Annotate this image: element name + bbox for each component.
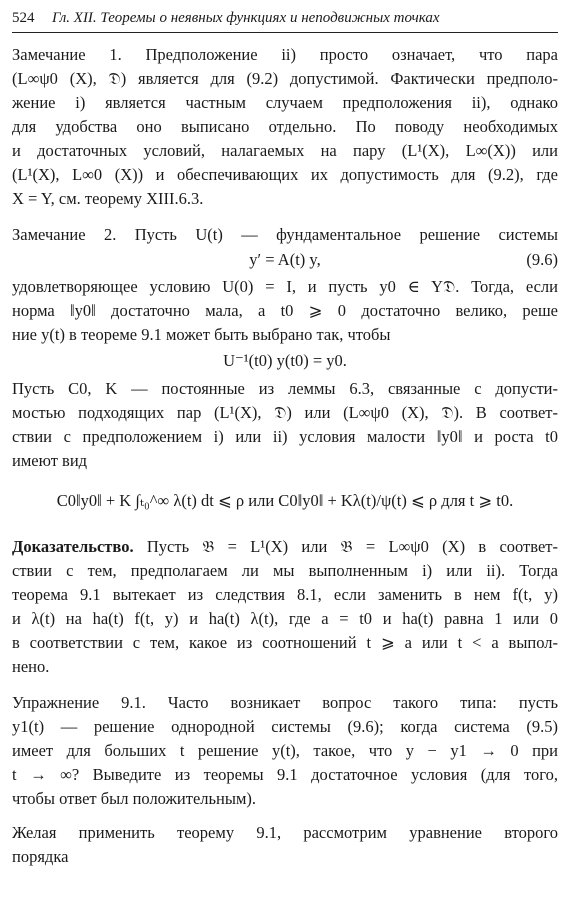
text-line (12, 164, 558, 186)
text-line (12, 560, 558, 582)
text-line (12, 788, 558, 810)
text-line (12, 249, 558, 271)
line-text: ние y(t) в теореме 9.1 может быть выбрано так, чтобы (12, 325, 391, 344)
line-text: жение i) является частным случаем предположения ii), однако (12, 93, 558, 112)
line-text: для удобства оно выписано отдельно. По поводу необходимых (12, 117, 558, 136)
text-line (12, 846, 558, 868)
text-line (12, 224, 558, 246)
text-line (12, 450, 558, 472)
line-text: нено. (12, 657, 50, 676)
text-line (12, 350, 558, 372)
line-text: y′ = A(t) y, (249, 250, 321, 269)
text-line (12, 92, 558, 114)
line-text: чтобы ответ был положительным). (12, 789, 257, 808)
text-line (12, 764, 558, 786)
text-line (12, 188, 558, 210)
line-text: Замечание 2. Пусть U(t) — фундаментальное решение системы (12, 225, 558, 244)
text-line (12, 324, 558, 346)
line-text: имеет для больших t решение y(t), такое, что y − y1 → 0 при (12, 741, 558, 760)
line-text: t → ∞? Выведите из теоремы 9.1 достаточное условия (для того, (12, 765, 558, 784)
text-line (12, 116, 558, 138)
line-text: Пусть C0, K — постоянные из леммы 6.3, связанные с допусти- (12, 379, 558, 398)
text-line (12, 584, 558, 606)
running-header (12, 8, 558, 33)
text-line (12, 44, 558, 66)
text-line (12, 822, 558, 844)
line-text: мостью подходящих пар (L¹(X), 𝔇) или (L∞ψ0 (X), 𝔇). В соответ- (12, 403, 558, 422)
text-line (12, 608, 558, 630)
text-line (12, 276, 558, 298)
line-text: удовлетворяющее условию U(0) = I, и пусть y0 ∈ Y𝔇. Тогда, если (12, 277, 558, 296)
text-line (12, 536, 558, 558)
line-text: и достаточных условий, налагаемых на пару (L¹(X), L∞(X)) или (12, 141, 558, 160)
proof-label: Доказательство. (12, 537, 134, 556)
line-text: ствии с предположением i) или ii) условия малости ‖y0‖ и роста t0 (12, 427, 558, 446)
line-text: (L∞ψ0 (X), 𝔇) является для (9.2) допустимой. Фактически предполо- (12, 69, 558, 88)
line-text: Упражнение 9.1. Часто возникает вопрос такого типа: пусть (12, 693, 558, 712)
page-number: 524 (12, 10, 35, 26)
text-line (12, 140, 558, 162)
line-text: Желая применить теорему 9.1, рассмотрим уравнение второго (12, 823, 558, 842)
line-text: теорема 9.1 вытекает из следствия 8.1, если заменить в нем f(t, y) (12, 585, 558, 604)
line-text: Замечание 1. Предположение ii) просто означает, что пара (12, 45, 558, 64)
text-line (12, 426, 558, 448)
line-text: в соответствии с тем, какое из соотношений t ⩾ a или t < a выпол- (12, 633, 558, 652)
text-line (12, 490, 558, 512)
text-line (12, 740, 558, 762)
line-text: ствии с тем, предполагаем ли мы выполненным i) или ii). Тогда (12, 561, 558, 580)
equation-number: (9.6) (526, 250, 558, 269)
text-line (12, 300, 558, 322)
line-text: X = Y, см. теорему XIII.6.3. (12, 189, 204, 208)
line-text: U⁻¹(t0) y(t0) = y0. (223, 351, 347, 370)
text-line (12, 632, 558, 654)
line-text: Пусть 𝔅 = L¹(X) или 𝔅 = L∞ψ0 (X) в соответ- (133, 537, 558, 556)
text-line (12, 692, 558, 714)
running-title: Гл. XII. Теоремы о неявных функциях и неподвижных точках (52, 10, 440, 26)
text-line (12, 68, 558, 90)
line-text: норма ‖y0‖ достаточно мала, а t0 ⩾ 0 достаточно велико, реше (12, 301, 558, 320)
text-line (12, 656, 558, 678)
line-text: C0‖y0‖ + K ∫ₜ₀^∞ λ(t) dt ⩽ ρ или C0‖y0‖ + Kλ(t)/ψ(t) ⩽ ρ для t ⩾ t0. (56, 491, 514, 510)
text-line (12, 716, 558, 738)
line-text: имеют вид (12, 451, 88, 470)
text-line (12, 378, 558, 400)
line-text: y1(t) — решение однородной системы (9.6); когда система (9.5) (12, 717, 558, 736)
text-line (12, 402, 558, 424)
line-text: и λ(t) на ha(t) f(t, y) и ha(t) λ(t), где a = t0 и ha(t) равна 1 или 0 (12, 609, 558, 628)
line-text: порядка (12, 847, 69, 866)
line-text: (L¹(X), L∞0 (X)) и обеспечивающих их допустимость для (9.2), где (12, 165, 558, 184)
